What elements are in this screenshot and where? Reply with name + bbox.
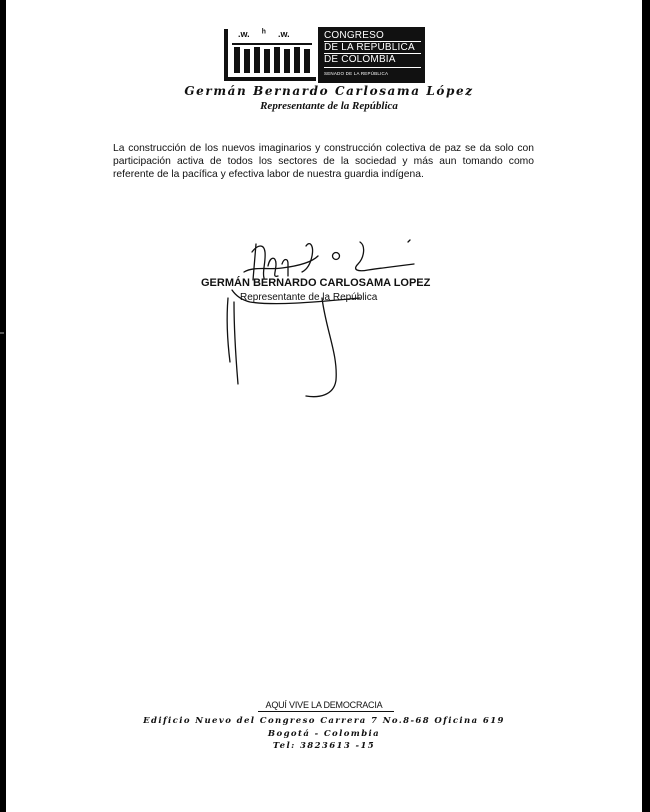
- signer-role: Representante de la República: [240, 292, 378, 303]
- handwritten-signature: [6, 0, 642, 812]
- footer-address: Edificio Nuevo del Congreso Carrera 7 No.8-68 Oficina 619: [143, 716, 505, 726]
- letterhead-name: Germán Bernardo Carlosama López: [184, 84, 474, 98]
- footer-slogan: AQUÍ VIVE LA DEMOCRACIA: [265, 700, 383, 710]
- capitol-building-icon: [222, 27, 318, 83]
- svg-text:.w.: .w.: [238, 29, 250, 39]
- scan-edge-mark: [0, 332, 4, 334]
- logo-line-colombia: DE COLOMBIA: [324, 54, 396, 65]
- congress-logo-text-box: [318, 27, 425, 83]
- footer-city: Bogotá - Colombia: [267, 729, 381, 739]
- logo-line-senado: SENADO DE LA REPÚBLICA: [324, 71, 389, 76]
- svg-text:.w.: .w.: [278, 29, 290, 39]
- letterhead-role: Representante de la República: [260, 100, 398, 112]
- footer-phone: Tel: 3823613 -15: [272, 741, 376, 751]
- document-page: [6, 0, 642, 812]
- logo-divider: [324, 67, 421, 68]
- logo-line-congreso: CONGRESO: [324, 30, 384, 41]
- signer-name: GERMÁN BERNARDO CARLOSAMA LOPEZ: [201, 277, 431, 289]
- body-paragraph: La construcción de los nuevos imaginarios y construcción colectiva de paz se da solo con participación activa de todos los sectores de la sociedad y más aun tomando como referente de la pacífica y efectiva labor de nuestra guardia indígena.: [113, 143, 534, 180]
- footer-divider: [258, 711, 394, 712]
- svg-text:ʰ: ʰ: [262, 28, 266, 39]
- congress-logo: [222, 27, 425, 83]
- logo-line-republica: DE LA REPÚBLICA: [324, 42, 415, 53]
